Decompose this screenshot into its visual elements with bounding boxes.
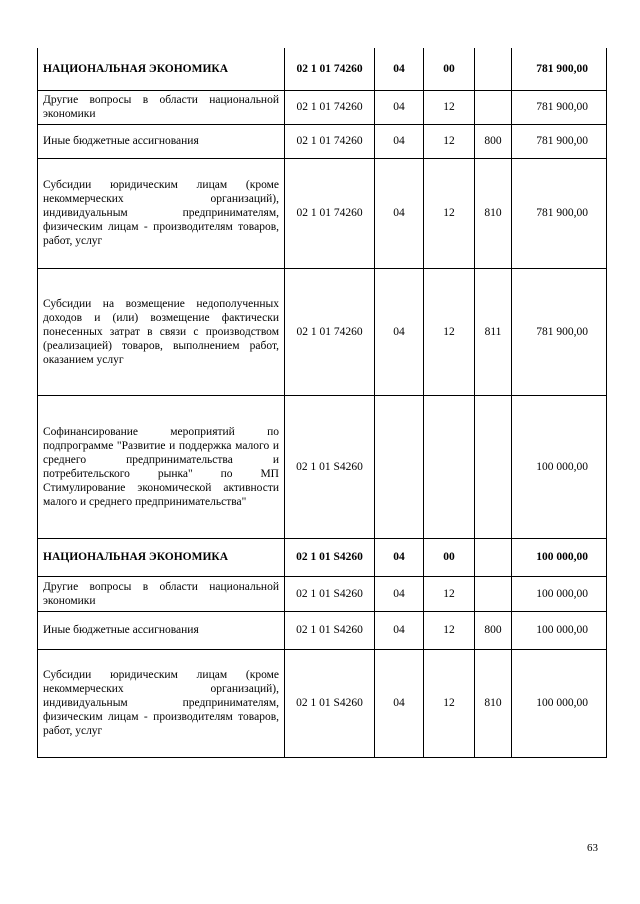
row-amount: 781 900,00 <box>512 158 607 268</box>
row-subsection: 00 <box>424 538 475 576</box>
table-row <box>38 395 607 538</box>
row-expense-type <box>475 90 512 124</box>
row-name: Субсидии юридическим лицам (кроме некоммерческих организаций), индивидуальным предпринимателям, физическим лицам - производителям товаров, работ, услуг <box>38 649 285 757</box>
row-amount: 100 000,00 <box>512 395 607 538</box>
table-row <box>38 48 607 90</box>
row-section: 04 <box>375 48 424 90</box>
row-target-code: 02 1 01 S4260 <box>285 611 375 649</box>
row-section: 04 <box>375 158 424 268</box>
row-target-code: 02 1 01 74260 <box>285 268 375 395</box>
row-expense-type: 810 <box>475 649 512 757</box>
row-expense-type: 800 <box>475 611 512 649</box>
row-section: 04 <box>375 576 424 611</box>
row-name: Субсидии на возмещение недополученных доходов и (или) возмещение фактически понесенных затрат в связи с производством (реализацией) товаров, выполнением работ, оказанием услуг <box>38 268 285 395</box>
row-amount: 100 000,00 <box>512 649 607 757</box>
row-section: 04 <box>375 611 424 649</box>
row-amount: 100 000,00 <box>512 611 607 649</box>
table-row <box>38 611 607 649</box>
row-name: Софинансирование мероприятий по подпрограмме "Развитие и поддержка малого и среднего предпринимательства и потребительского рынка" по МП Стимулирование экономической активности малого и среднего предпринимательства" <box>38 395 285 538</box>
row-subsection: 12 <box>424 158 475 268</box>
table-row <box>38 649 607 757</box>
row-name: Другие вопросы в области национальной экономики <box>38 576 285 611</box>
row-expense-type <box>475 395 512 538</box>
row-subsection: 12 <box>424 90 475 124</box>
row-amount: 781 900,00 <box>512 124 607 158</box>
row-subsection: 12 <box>424 649 475 757</box>
page-number: 63 <box>587 842 598 854</box>
row-target-code: 02 1 01 74260 <box>285 158 375 268</box>
row-amount: 781 900,00 <box>512 90 607 124</box>
row-name: Иные бюджетные ассигнования <box>38 124 285 158</box>
table-row <box>38 268 607 395</box>
row-name: Другие вопросы в области национальной экономики <box>38 90 285 124</box>
row-target-code: 02 1 01 S4260 <box>285 395 375 538</box>
row-target-code: 02 1 01 74260 <box>285 90 375 124</box>
row-target-code: 02 1 01 S4260 <box>285 649 375 757</box>
row-subsection: 00 <box>424 48 475 90</box>
row-expense-type: 811 <box>475 268 512 395</box>
row-target-code: 02 1 01 74260 <box>285 48 375 90</box>
row-section: 04 <box>375 90 424 124</box>
row-expense-type <box>475 576 512 611</box>
row-section: 04 <box>375 649 424 757</box>
row-amount: 100 000,00 <box>512 538 607 576</box>
row-name: Субсидии юридическим лицам (кроме некоммерческих организаций), индивидуальным предпринимателям, физическим лицам - производителям товаров, работ, услуг <box>38 158 285 268</box>
row-amount: 781 900,00 <box>512 48 607 90</box>
row-subsection: 12 <box>424 124 475 158</box>
row-section: 04 <box>375 538 424 576</box>
row-amount: 100 000,00 <box>512 576 607 611</box>
row-name: НАЦИОНАЛЬНАЯ ЭКОНОМИКА <box>38 48 285 90</box>
row-subsection: 12 <box>424 576 475 611</box>
row-section: 04 <box>375 124 424 158</box>
row-subsection: 12 <box>424 268 475 395</box>
row-target-code: 02 1 01 S4260 <box>285 538 375 576</box>
table-row <box>38 158 607 268</box>
table-row <box>38 576 607 611</box>
row-expense-type <box>475 48 512 90</box>
row-expense-type <box>475 538 512 576</box>
row-target-code: 02 1 01 S4260 <box>285 576 375 611</box>
row-amount: 781 900,00 <box>512 268 607 395</box>
row-subsection: 12 <box>424 611 475 649</box>
table-row <box>38 90 607 124</box>
row-expense-type: 800 <box>475 124 512 158</box>
row-section: 04 <box>375 268 424 395</box>
table-row <box>38 538 607 576</box>
budget-table <box>37 48 607 758</box>
row-name: НАЦИОНАЛЬНАЯ ЭКОНОМИКА <box>38 538 285 576</box>
row-target-code: 02 1 01 74260 <box>285 124 375 158</box>
table-row <box>38 124 607 158</box>
row-name: Иные бюджетные ассигнования <box>38 611 285 649</box>
row-expense-type: 810 <box>475 158 512 268</box>
row-subsection <box>424 395 475 538</box>
row-section <box>375 395 424 538</box>
